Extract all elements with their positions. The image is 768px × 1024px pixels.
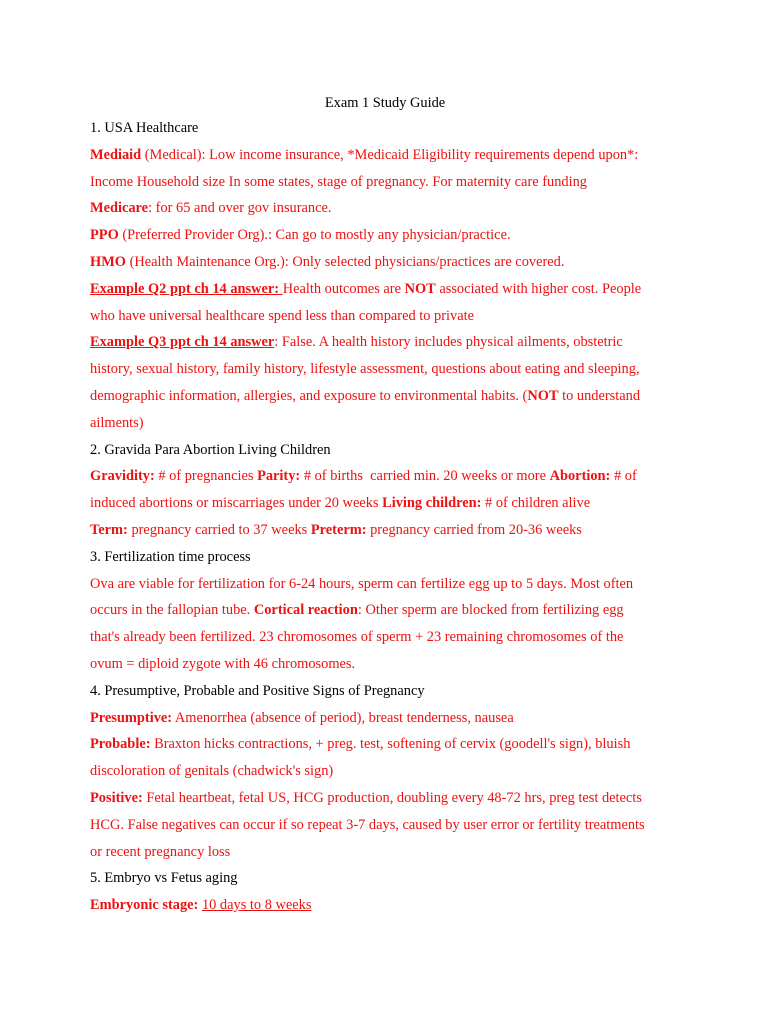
text-line [90, 142, 680, 169]
text-line: HCG. False negatives can occur if so repeat 3-7 days, caused by user error or fertility treatments [90, 816, 645, 833]
embryonic-stage-range: 10 days to 8 weeks [201, 897, 312, 914]
text-line [90, 329, 680, 356]
definition-text: # of children alive [481, 495, 591, 512]
text-line [90, 222, 680, 249]
text-line: ailments) [90, 414, 144, 431]
term-cortical-reaction: Cortical reaction [253, 602, 358, 619]
term-positive: Positive: [90, 789, 143, 806]
term-mediaid: Mediaid [90, 146, 142, 163]
definition-text: (Preferred Provider Org).: Can go to mostly any physician/practice. [118, 227, 511, 244]
text-line [90, 892, 680, 919]
term-medicare: Medicare [90, 200, 149, 217]
example-q2-label: Example Q2 ppt ch 14 answer: [90, 280, 283, 297]
text-line [90, 463, 680, 490]
term-abortion: Abortion: [549, 468, 611, 485]
text-line [90, 276, 680, 303]
definition-text: Braxton hicks contractions, + preg. test, softening of cervix (goodell's sign), bluish [150, 736, 631, 753]
text-line [90, 383, 680, 410]
document-body [90, 91, 680, 919]
definition-text: to understand [558, 387, 641, 404]
text-line [90, 731, 680, 758]
section-heading-usa-healthcare: 1. USA Healthcare [90, 120, 199, 136]
text-line: Income Household size In some states, stage of pregnancy. For maternity care funding [90, 173, 587, 190]
definition-text: : Other sperm are blocked from fertilizing egg [357, 602, 624, 619]
definition-text: induced abortions or miscarriages under 20 weeks [90, 495, 383, 512]
text-line: that's already been fertilized. 23 chromosomes of sperm + 23 remaining chromosomes of the [90, 629, 624, 646]
term-probable: Probable: [90, 736, 151, 753]
section-heading-gpal: 2. Gravida Para Abortion Living Children [90, 441, 331, 458]
text-line: who have universal healthcare spend less than compared to private [90, 307, 475, 324]
text-line [90, 195, 680, 222]
text-line [90, 249, 680, 276]
definition-text: (Health Maintenance Org.): Only selected physicians/practices are covered. [125, 253, 565, 270]
text-line: discoloration of genitals (chadwick's sign) [90, 763, 334, 780]
term-preterm: Preterm: [310, 521, 367, 538]
text-line [90, 517, 680, 544]
section-heading-embryo-vs-fetus: 5. Embryo vs Fetus aging [90, 870, 238, 887]
text-line: or recent pregnancy loss [90, 843, 231, 860]
term-parity: Parity: [257, 468, 301, 485]
text-line: ovum = diploid zygote with 46 chromosomes. [90, 655, 356, 672]
definition-text: : for 65 and over gov insurance. [148, 200, 332, 217]
text-line: Ova are viable for fertilization for 6-24 hours, sperm can fertilize egg up to 5 days. Most often [90, 575, 634, 592]
emphasis-not: NOT [527, 387, 559, 404]
emphasis-not: NOT [404, 280, 436, 297]
term-presumptive: Presumptive: [90, 709, 173, 726]
definition-text: demographic information, allergies, and exposure to environmental habits. ( [90, 387, 528, 404]
definition-text: # of births carried min. 20 weeks or more [300, 468, 550, 485]
definition-text: pregnancy carried to 37 weeks [127, 521, 311, 538]
text-line [90, 785, 680, 812]
section-heading-fertilization: 3. Fertilization time process [90, 548, 251, 565]
section-heading-signs-of-pregnancy: 4. Presumptive, Probable and Positive Signs of Pregnancy [90, 682, 425, 699]
page-title: Exam 1 Study Guide [324, 95, 446, 111]
definition-text: pregnancy carried from 20-36 weeks [366, 521, 582, 538]
text-line [90, 597, 680, 624]
term-hmo: HMO [90, 253, 126, 270]
text-line [90, 490, 680, 517]
definition-text: occurs in the fallopian tube. [90, 602, 254, 619]
definition-text: associated with higher cost. People [435, 280, 642, 297]
text-line [90, 705, 680, 732]
text-line: history, sexual history, family history, lifestyle assessment, questions about eating and sleeping, [90, 361, 640, 378]
term-living-children: Living children: [382, 495, 482, 512]
term-ppo: PPO [90, 227, 119, 244]
example-q3-label: Example Q3 ppt ch 14 answer [90, 334, 275, 351]
term-term: Term: [90, 521, 128, 538]
definition-text: Amenorrhea (absence of period), breast tenderness, nausea [172, 709, 514, 726]
definition-text: # of [610, 468, 637, 485]
definition-text: (Medical): Low income insurance, *Medicaid Eligibility requirements depend upon*: [141, 146, 639, 163]
term-gravidity: Gravidity: [90, 468, 155, 485]
definition-text: # of pregnancies [154, 468, 258, 485]
term-embryonic-stage: Embryonic stage: [90, 897, 199, 914]
definition-text: Health outcomes are [282, 280, 405, 297]
definition-text: : False. A health history includes physical ailments, obstetric [274, 334, 623, 351]
definition-text: Fetal heartbeat, fetal US, HCG production, doubling every 48-72 hrs, preg test detects [142, 789, 642, 806]
